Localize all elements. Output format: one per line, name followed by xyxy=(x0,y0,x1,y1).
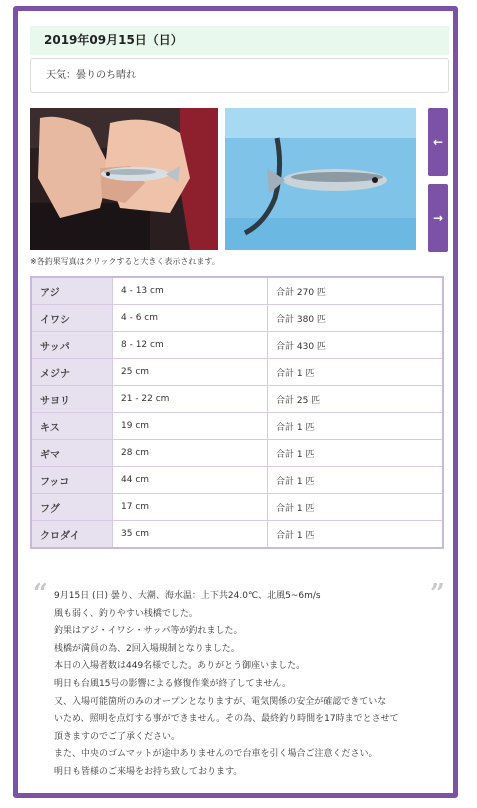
report-line: 又、入場可能箇所のみのオープンとなりますが、電気関係の安全が確認できていな xyxy=(54,696,387,707)
report-card xyxy=(13,6,458,798)
fish-size: 17 cm xyxy=(113,494,268,521)
report-line: 明日も台風15号の影響による修復作業が終了してません。 xyxy=(54,678,291,689)
fish-size: 4 - 13 cm xyxy=(113,277,268,305)
fish-name: クロダイ xyxy=(31,521,113,549)
fish-total: 合計 25 匹 xyxy=(268,386,444,413)
report-text xyxy=(54,588,434,782)
quote-open-icon: “ xyxy=(33,579,48,609)
fish-size: 35 cm xyxy=(113,521,268,549)
fish-size: 25 cm xyxy=(113,359,268,386)
catch-row xyxy=(31,467,443,494)
catch-row xyxy=(31,440,443,467)
catch-row xyxy=(31,277,443,305)
report-line: 9月15日 (日) 曇り、大潮、海水温：上下共24.0℃、北風5~6m/s xyxy=(54,591,321,601)
catch-row xyxy=(31,386,443,413)
weather-info: 天気：曇りのち晴れ xyxy=(30,58,449,93)
fish-name: フグ xyxy=(31,494,113,521)
report-line: 釣果はアジ・イワシ・サッパ等が釣れました。 xyxy=(54,626,243,637)
fish-total: 合計 1 匹 xyxy=(268,359,444,386)
quote-close-icon: ” xyxy=(430,579,445,609)
catch-row xyxy=(31,521,443,549)
fish-total: 合計 380 匹 xyxy=(268,305,444,332)
fish-size: 8 - 12 cm xyxy=(113,332,268,359)
fish-size: 4 - 6 cm xyxy=(113,305,268,332)
fish-in-bucket-image xyxy=(225,108,416,250)
report-line: いため、照明を点灯する事ができません。その為、最終釣り時間を17時までとさせて xyxy=(54,714,399,725)
fish-name: サッパ xyxy=(31,332,113,359)
catch-table xyxy=(30,276,444,549)
fish-total: 合計 430 匹 xyxy=(268,332,444,359)
catch-photo-2[interactable] xyxy=(225,108,416,250)
fish-size: 44 cm xyxy=(113,467,268,494)
fish-name: サヨリ xyxy=(31,386,113,413)
catch-row xyxy=(31,332,443,359)
fish-name: キス xyxy=(31,413,113,440)
fish-size: 19 cm xyxy=(113,413,268,440)
report-line: 風も弱く、釣りやすい桟橋でした。 xyxy=(54,608,198,619)
fish-total: 合計 1 匹 xyxy=(268,467,444,494)
fish-total: 合計 270 匹 xyxy=(268,277,444,305)
report-line: 明日も皆様のご来場をお持ち致しております。 xyxy=(54,766,243,777)
next-photo-button[interactable]: → xyxy=(428,184,448,252)
hands-holding-fish-image xyxy=(30,108,218,250)
report-line: 桟橋が満員の為、2回入場規制となりました。 xyxy=(54,643,240,654)
catch-photo-1[interactable] xyxy=(30,108,218,250)
fish-name: メジナ xyxy=(31,359,113,386)
photo-click-note: ※各釣果写真はクリックすると大きく表示されます。 xyxy=(30,257,220,266)
catch-row xyxy=(31,413,443,440)
prev-photo-button[interactable]: ← xyxy=(428,108,448,176)
fish-size: 21 - 22 cm xyxy=(113,386,268,413)
fish-total: 合計 1 匹 xyxy=(268,494,444,521)
catch-row xyxy=(31,305,443,332)
report-line: また、中央のゴムマットが途中ありませんので台車を引く場合ご注意ください。 xyxy=(54,749,378,760)
catch-row xyxy=(31,494,443,521)
fish-size: 28 cm xyxy=(113,440,268,467)
report-line: 頂きますのでご了承ください。 xyxy=(54,731,181,742)
report-line: 本日の入場者数は449名様でした。ありがとう御座いました。 xyxy=(54,661,306,672)
fish-total: 合計 1 匹 xyxy=(268,440,444,467)
fish-name: アジ xyxy=(31,277,113,305)
fish-total: 合計 1 匹 xyxy=(268,413,444,440)
catch-row xyxy=(31,359,443,386)
fish-name: イワシ xyxy=(31,305,113,332)
report-date: 2019年09月15日（日） xyxy=(30,26,449,55)
fish-name: フッコ xyxy=(31,467,113,494)
fish-total: 合計 1 匹 xyxy=(268,521,444,549)
fish-name: ギマ xyxy=(31,440,113,467)
